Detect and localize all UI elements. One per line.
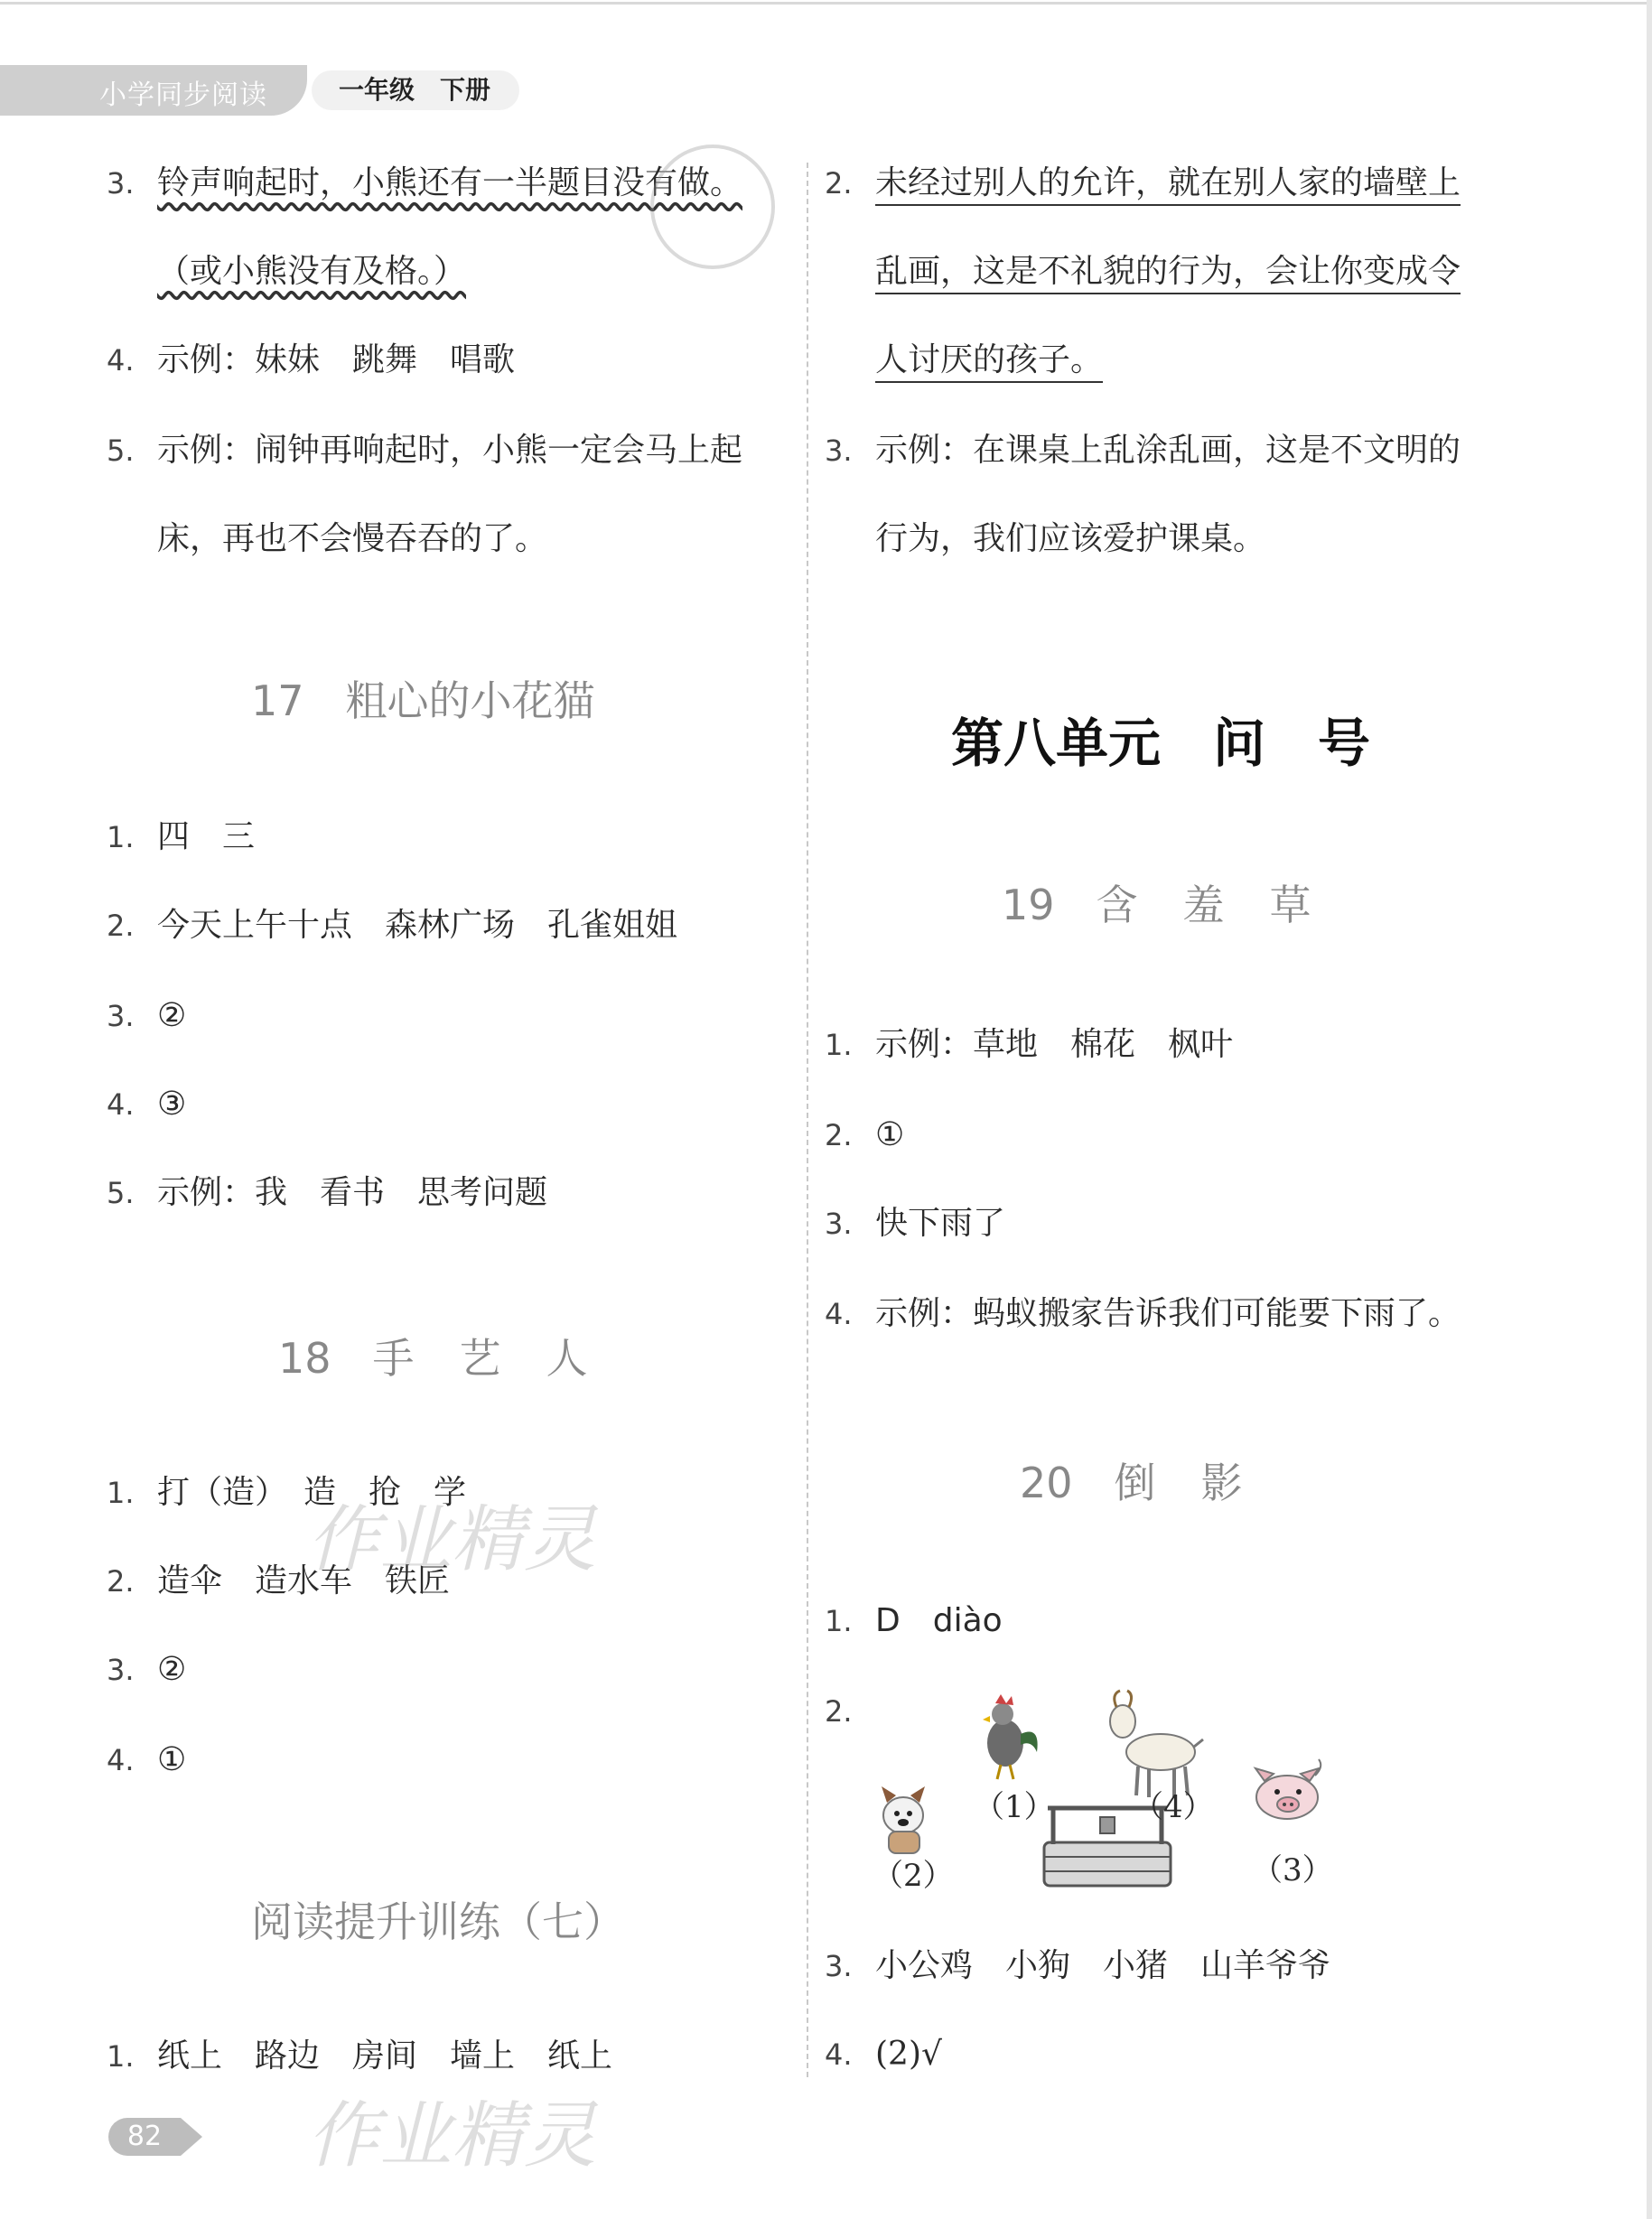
page-number-arrow	[181, 2118, 202, 2156]
section-title: 阅读提升训练（七）	[251, 1897, 625, 1946]
item-number: 3.	[825, 1207, 853, 1241]
section-17-heading	[251, 668, 595, 728]
answer-line	[107, 1170, 547, 1216]
answer-text: 乱画，这是不礼貌的行为，会让你变成令	[875, 253, 1461, 290]
figure-label-1: （1）	[974, 1789, 1055, 1825]
item-number: 1.	[825, 1604, 853, 1638]
answer-line	[107, 338, 515, 383]
answer-text: 今天上午十点 森林广场 孔雀姐姐	[157, 907, 678, 944]
section-title: 粗心的小花猫	[345, 676, 595, 725]
answer-text: 示例：蚂蚁搬家告诉我们可能要下雨了。	[875, 1295, 1461, 1332]
watermark-text: 作业精灵	[307, 1497, 596, 1581]
item-number: 4.	[825, 1297, 853, 1331]
answer-line	[825, 1944, 1330, 1989]
answer-text: ③	[157, 1086, 187, 1123]
watermark-stamp	[650, 145, 775, 269]
series-title: 小学同步阅读	[99, 79, 267, 111]
answer-text: 示例：我 看书 思考问题	[157, 1174, 548, 1211]
answer-text: 小公鸡 小狗 小猪 山羊爷爷	[875, 1947, 1331, 1984]
answer-line	[825, 161, 1461, 206]
answer-text: 未经过别人的允许，就在别人家的墙壁上	[875, 164, 1461, 201]
watermark-text: 作业精灵	[307, 2093, 596, 2177]
training-heading	[251, 1889, 625, 1949]
item-number: 1.	[107, 820, 135, 854]
item-number: 2.	[825, 1118, 853, 1152]
item-number: 3.	[107, 999, 135, 1033]
answer-text: 床，再也不会慢吞吞的了。	[157, 520, 548, 557]
answer-text: 造伞 造水车 铁匠	[157, 1562, 451, 1599]
column-divider	[807, 163, 808, 2077]
section-number: 18	[278, 1334, 331, 1383]
answer-line	[107, 815, 255, 860]
answer-text: 示例：妹妹 跳舞 唱歌	[157, 341, 516, 378]
item-number: 3.	[825, 1949, 853, 1983]
item-number: 3.	[107, 166, 135, 200]
answer-line	[107, 161, 742, 206]
section-title: 倒影	[1114, 1459, 1288, 1507]
answer-text: ②	[157, 997, 187, 1034]
answer-text: ①	[875, 1116, 905, 1153]
section-title: 含羞草	[1096, 881, 1357, 929]
figure-label-2: （2）	[873, 1858, 954, 1894]
answer-line	[825, 1022, 1233, 1068]
section-18-heading	[278, 1326, 633, 1385]
answer-line	[107, 517, 547, 562]
term-label: 下册	[440, 75, 491, 105]
answer-line	[825, 338, 1103, 383]
figure-label-3: （3）	[1252, 1852, 1333, 1888]
page-edge	[1647, 0, 1652, 2219]
figure-label-4: （4）	[1133, 1789, 1214, 1825]
answer-line	[825, 1113, 904, 1158]
answer-text: D diào	[875, 1602, 1003, 1639]
answer-line	[825, 2032, 942, 2077]
answer-text: (2)√	[875, 2036, 942, 2073]
answer-text: ①	[157, 1741, 187, 1778]
item-number: 4.	[825, 2037, 853, 2072]
header-arrow	[271, 65, 302, 116]
item-number: 2.	[825, 166, 853, 200]
item-number: 2.	[825, 1694, 853, 1729]
answer-line	[107, 1082, 186, 1127]
answer-text: 示例：草地 棉花 枫叶	[875, 1026, 1234, 1063]
answer-line	[107, 428, 742, 473]
item-number: 1.	[107, 1476, 135, 1510]
item-number: 4.	[107, 1087, 135, 1122]
section-19-heading	[1002, 872, 1357, 932]
answer-line	[107, 1738, 186, 1783]
answer-line	[107, 249, 466, 294]
item-number: 1.	[825, 1028, 853, 1062]
unit-8-heading: 第八单元 问 号	[951, 713, 1371, 774]
goat-icon	[1110, 1691, 1203, 1797]
answer-line	[107, 903, 677, 948]
answer-text: 快下雨了	[875, 1205, 1006, 1242]
pig-icon	[1255, 1759, 1321, 1819]
answer-text: 四 三	[157, 818, 256, 855]
item-number: 2.	[107, 1564, 135, 1599]
dog-icon	[882, 1786, 925, 1853]
item-number: 5.	[107, 1176, 135, 1210]
answer-line	[825, 1291, 1461, 1337]
answer-line	[825, 249, 1461, 294]
answer-line	[825, 1201, 1005, 1246]
page-number: 82	[108, 2118, 181, 2156]
item-number: 4.	[107, 343, 135, 378]
answer-text: 示例：在课桌上乱涂乱画，这是不文明的	[875, 432, 1461, 469]
rooster-icon	[983, 1694, 1038, 1779]
answer-line	[107, 1647, 186, 1692]
item-number: 3.	[825, 434, 853, 468]
top-border	[0, 2, 1652, 5]
item-number: 5.	[107, 434, 135, 468]
answer-line	[825, 517, 1265, 562]
grade-badge	[312, 70, 519, 110]
section-20-heading	[1020, 1450, 1288, 1510]
section-title: 手艺人	[372, 1334, 633, 1383]
item-number: 4.	[107, 1743, 135, 1777]
answer-line	[107, 993, 186, 1039]
item-number: 2.	[107, 909, 135, 943]
grade-label: 一年级	[339, 75, 415, 105]
answer-text: 纸上 路边 房间 墙上 纸上	[157, 2037, 613, 2074]
section-number: 19	[1002, 881, 1055, 929]
answer-line	[825, 1599, 1003, 1644]
answer-line	[825, 428, 1461, 473]
answer-text: ②	[157, 1651, 187, 1688]
answer-text: 人讨厌的孩子。	[875, 341, 1104, 378]
answer-line	[107, 2034, 612, 2079]
section-number: 20	[1020, 1459, 1073, 1507]
item-number: 1.	[107, 2039, 135, 2074]
answer-text: 行为，我们应该爱护课桌。	[875, 520, 1266, 557]
answer-text: 铃声响起时，小熊还有一半题目没有做。	[157, 164, 743, 201]
answer-text: 打（造） 造 抢 学	[157, 1474, 467, 1511]
item-number: 3.	[107, 1653, 135, 1687]
section-number: 17	[251, 676, 304, 725]
answer-text: （或小熊没有及格。）	[157, 253, 467, 290]
answer-text: 示例：闹钟再响起时，小熊一定会马上起	[157, 432, 743, 469]
